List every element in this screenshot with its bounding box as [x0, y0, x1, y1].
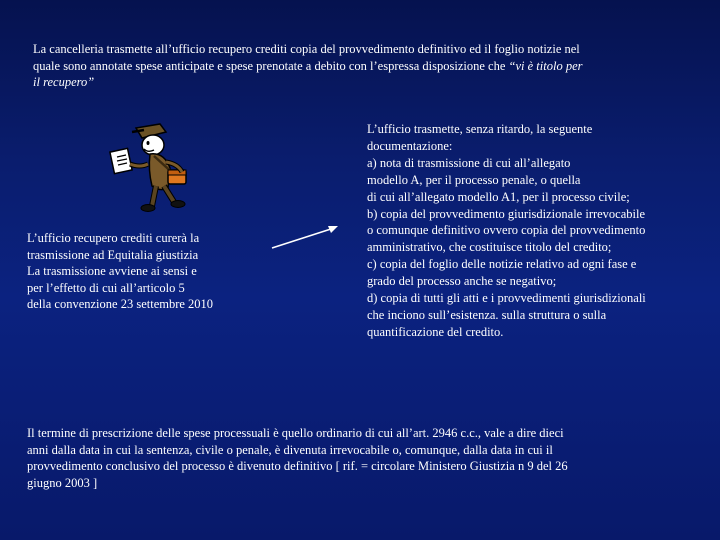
- prescription-paragraph: [27, 425, 697, 491]
- intro-line-1: La cancelleria trasmette all’ufficio recupero crediti copia del provvedimento definitivo ed il foglio notizie nel: [33, 42, 580, 56]
- intro-line-2: [33, 58, 693, 75]
- equitalia-line-5: della convenzione 23 settembre 2010: [27, 297, 214, 311]
- prescription-line-4: giugno 2003 ]: [27, 475, 98, 490]
- document-icon: [110, 148, 132, 173]
- doc-line-8: amministrativo, che costituisce titolo del credito;: [367, 240, 612, 255]
- doc-line-3: a) nota di trasmissione di cui all’allegato: [367, 155, 571, 170]
- prescription-line-2: anni dalla data in cui la sentenza, civile o penale, è divenuta irrevocabile o, comunque, dalla data in cui il: [27, 442, 553, 457]
- postman-carrying-document-icon: [108, 118, 208, 223]
- doc-line-4: modello A, per il processo penale, o quella: [367, 172, 581, 187]
- intro-quote-end: il recupero”: [33, 75, 95, 89]
- doc-line-12: che inciono sull’esistenza. sulla struttura o sulla: [367, 307, 607, 322]
- intro-paragraph: [33, 41, 693, 91]
- doc-line-10: grado del processo anche se negativo;: [367, 274, 557, 289]
- prescription-line-3: provvedimento conclusivo del processo è divenuto definitivo [ rif. = circolare Ministero Giustizia n 9 del 26: [27, 459, 568, 473]
- prescription-line-1: Il termine di prescrizione delle spese processuali è quello ordinario di cui all’art. 2946 c.c., vale a dire dieci: [27, 426, 564, 440]
- equitalia-line-4: per l’effetto di cui all’articolo 5: [27, 280, 185, 295]
- doc-line-11: d) copia di tutti gli atti e i provvedimenti giurisdizionali: [367, 291, 646, 306]
- doc-line-13: quantificazione del credito.: [367, 324, 504, 339]
- doc-line-5: di cui all’allegato modello A1, per il processo civile;: [367, 189, 630, 204]
- equitalia-line-1: L’ufficio recupero crediti curerà la: [27, 231, 200, 245]
- doc-line-6: b) copia del provvedimento giurisdizionale irrevocabile: [367, 206, 646, 221]
- intro-quote-start: “vi è titolo per: [508, 58, 583, 73]
- equitalia-line-2: trasmissione ad Equitalia giustizia: [27, 247, 199, 262]
- equitalia-paragraph: [27, 230, 267, 313]
- doc-line-9: c) copia del foglio delle notizie relativo ad ogni fase e: [367, 257, 637, 272]
- arrow-right-icon: [270, 222, 342, 257]
- intro-line-2-text: quale sono annotate spese anticipate e spese prenotate a debito con l’espressa disposizione che: [33, 58, 509, 73]
- doc-line-2: documentazione:: [367, 138, 453, 153]
- doc-line-7: o comunque definitivo ovvero copia del provvedimento: [367, 223, 646, 238]
- equitalia-line-3: La trasmissione avviene ai sensi e: [27, 264, 197, 278]
- doc-line-1: L’ufficio trasmette, senza ritardo, la seguente: [367, 122, 593, 136]
- documentation-paragraph: [367, 121, 712, 341]
